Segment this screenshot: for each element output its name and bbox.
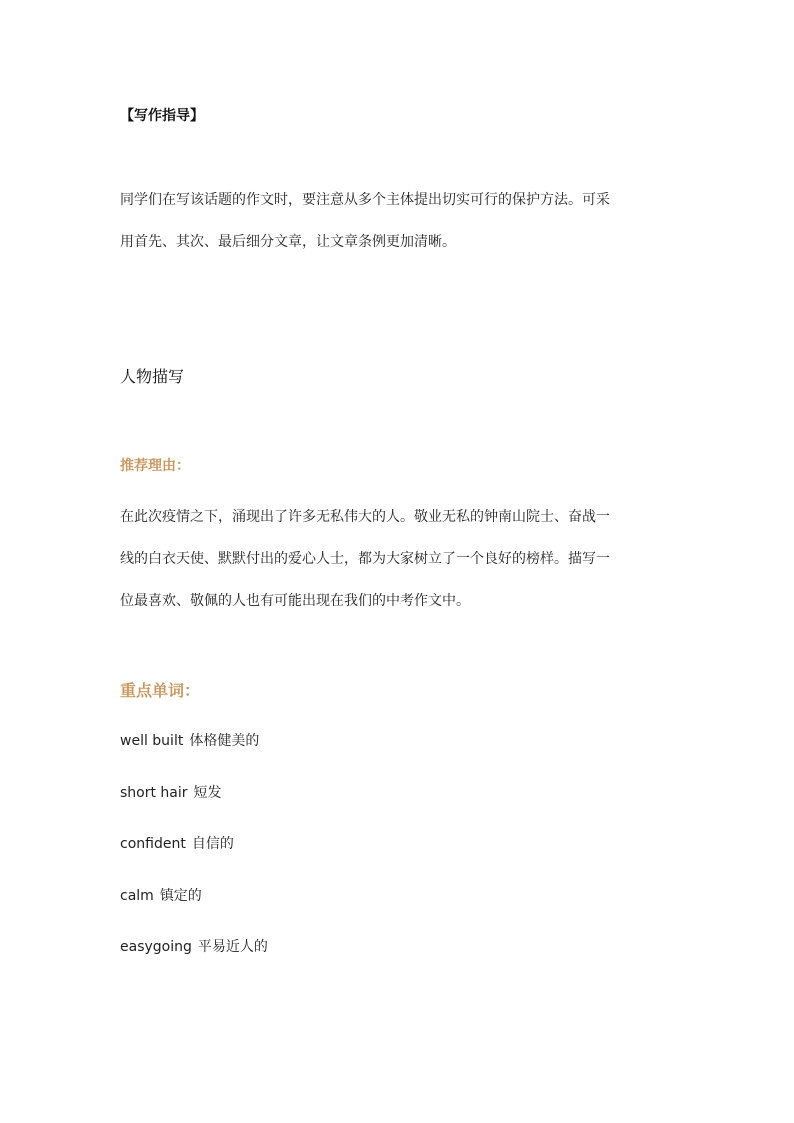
recommendation-paragraph <box>120 507 610 611</box>
key-word-chinese: 短发 <box>193 784 222 801</box>
section-title: 人物描写 <box>120 367 185 386</box>
key-word-item <box>120 731 268 751</box>
key-word-item <box>120 783 268 803</box>
writing-guide-line: 用首先、其次、最后细分文章，让文章条例更加清晰。 <box>120 234 456 250</box>
key-word-chinese: 平易近人的 <box>197 939 268 955</box>
key-word-chinese: 自信的 <box>191 836 234 852</box>
recommendation-label: 推荐理由： <box>120 458 190 474</box>
recommendation-line: 线的白衣天使、默默付出的爱心人士，都为大家树立了一个良好的榜样。描写一 <box>120 551 610 567</box>
key-word-chinese: 体格健美的 <box>189 733 260 749</box>
writing-guide-paragraph <box>120 190 610 252</box>
key-word-english: confident <box>120 836 186 852</box>
key-word-english: easygoing <box>120 939 192 955</box>
key-word-item <box>120 834 268 854</box>
key-word-item <box>120 937 268 957</box>
key-word-english: short hair <box>120 784 188 801</box>
key-word-item <box>120 886 268 906</box>
writing-guide-heading: 【写作指导】 <box>120 108 204 124</box>
key-words-list <box>120 731 268 989</box>
key-word-english: well built <box>120 733 184 749</box>
recommendation-line: 在此次疫情之下，涌现出了许多无私伟大的人。敬业无私的钟南山院士、奋战一 <box>120 509 610 525</box>
key-words-label: 重点单词： <box>120 681 201 700</box>
key-word-chinese: 镇定的 <box>159 887 202 904</box>
writing-guide-line: 同学们在写该话题的作文时，要注意从多个主体提出切实可行的保护方法。可采 <box>120 192 610 208</box>
key-word-english: calm <box>120 887 154 904</box>
recommendation-line: 位最喜欢、敬佩的人也有可能出现在我们的中考作文中。 <box>120 593 470 609</box>
